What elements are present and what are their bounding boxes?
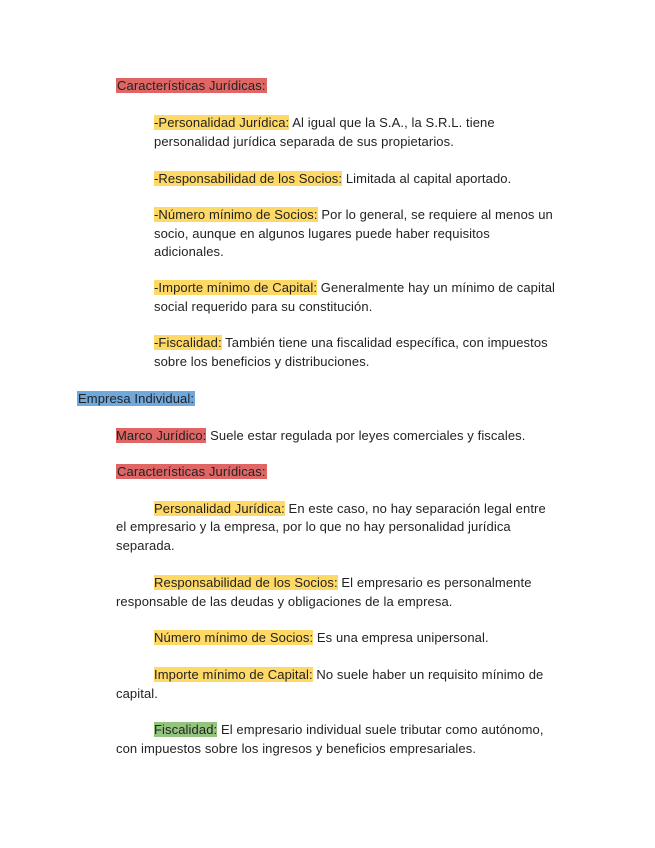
item-label: -Importe mínimo de Capital:	[154, 280, 318, 295]
ei-item-personalidad	[154, 499, 546, 518]
item-text: Es una empresa unipersonal.	[313, 630, 489, 645]
srl-item-numero-socios-cont2	[154, 242, 224, 261]
item-text: Por lo general, se requiere al menos un	[317, 207, 553, 222]
srl-item-personalidad	[154, 113, 495, 132]
item-label: Fiscalidad:	[154, 722, 218, 737]
ei-marco-juridico	[116, 426, 525, 445]
item-text: En este caso, no hay separación legal entre	[284, 501, 546, 516]
item-label: Responsabilidad de los Socios:	[154, 575, 338, 590]
caracteristicas-heading-text: Características Jurídicas:	[117, 464, 266, 479]
item-text: También tiene una fiscalidad específica, con impuestos	[221, 335, 548, 350]
ei-item-numero-socios	[154, 628, 489, 647]
item-text: con impuestos sobre los ingresos y beneficios empresariales.	[116, 741, 477, 756]
ei-item-capital	[154, 665, 543, 684]
srl-item-personalidad-cont	[154, 132, 454, 151]
srl-item-capital	[154, 278, 555, 297]
item-text: social requerido para su constitución.	[154, 299, 373, 314]
srl-item-capital-cont	[154, 297, 372, 316]
srl-item-responsabilidad	[154, 169, 511, 188]
item-text: El empresario es personalmente	[337, 575, 532, 590]
item-text: capital.	[116, 686, 158, 701]
section-heading-text: Empresa Individual:	[78, 391, 195, 406]
item-text: No suele haber un requisito mínimo de	[312, 667, 544, 682]
srl-item-numero-socios-cont	[154, 224, 490, 243]
ei-item-fiscalidad	[154, 720, 544, 739]
item-text: socio, aunque en algunos lugares puede haber requisitos	[154, 226, 490, 241]
ei-item-responsabilidad-cont	[116, 592, 453, 611]
item-label: Importe mínimo de Capital:	[154, 667, 313, 682]
item-text: adicionales.	[154, 244, 224, 259]
item-label: -Número mínimo de Socios:	[154, 207, 318, 222]
ei-item-responsabilidad	[154, 573, 532, 592]
ei-item-personalidad-cont	[116, 517, 511, 536]
ei-item-capital-cont	[116, 684, 158, 703]
item-text: separada.	[116, 538, 175, 553]
caracteristicas-heading-text: Características Jurídicas:	[117, 78, 266, 93]
item-text: personalidad jurídica separada de sus propietarios.	[154, 134, 454, 149]
item-text: el empresario y la empresa, por lo que no hay personalidad jurídica	[116, 519, 511, 534]
item-label: Número mínimo de Socios:	[154, 630, 314, 645]
item-text: Limitada al capital aportado.	[342, 171, 512, 186]
srl-item-fiscalidad-cont	[154, 352, 370, 371]
item-label: Personalidad Jurídica:	[154, 501, 285, 516]
item-text: Al igual que la S.A., la S.R.L. tiene	[289, 115, 495, 130]
empresa-individual-heading	[77, 389, 195, 408]
ei-item-fiscalidad-cont	[116, 739, 476, 758]
ei-item-personalidad-cont2	[116, 536, 175, 555]
ei-caracteristicas-heading	[116, 462, 267, 481]
item-text: Generalmente hay un mínimo de capital	[317, 280, 556, 295]
item-text: Suele estar regulada por leyes comerciales y fiscales.	[206, 428, 526, 443]
item-text: El empresario individual suele tributar como autónomo,	[217, 722, 544, 737]
item-label: -Fiscalidad:	[154, 335, 222, 350]
item-label: -Responsabilidad de los Socios:	[154, 171, 343, 186]
srl-caracteristicas-heading	[116, 76, 267, 95]
srl-item-fiscalidad	[154, 333, 548, 352]
item-label: -Personalidad Jurídica:	[154, 115, 290, 130]
item-label: Marco Jurídico:	[116, 428, 207, 443]
item-text: responsable de las deudas y obligaciones de la empresa.	[116, 594, 453, 609]
item-text: sobre los beneficios y distribuciones.	[154, 354, 370, 369]
srl-item-numero-socios	[154, 205, 553, 224]
